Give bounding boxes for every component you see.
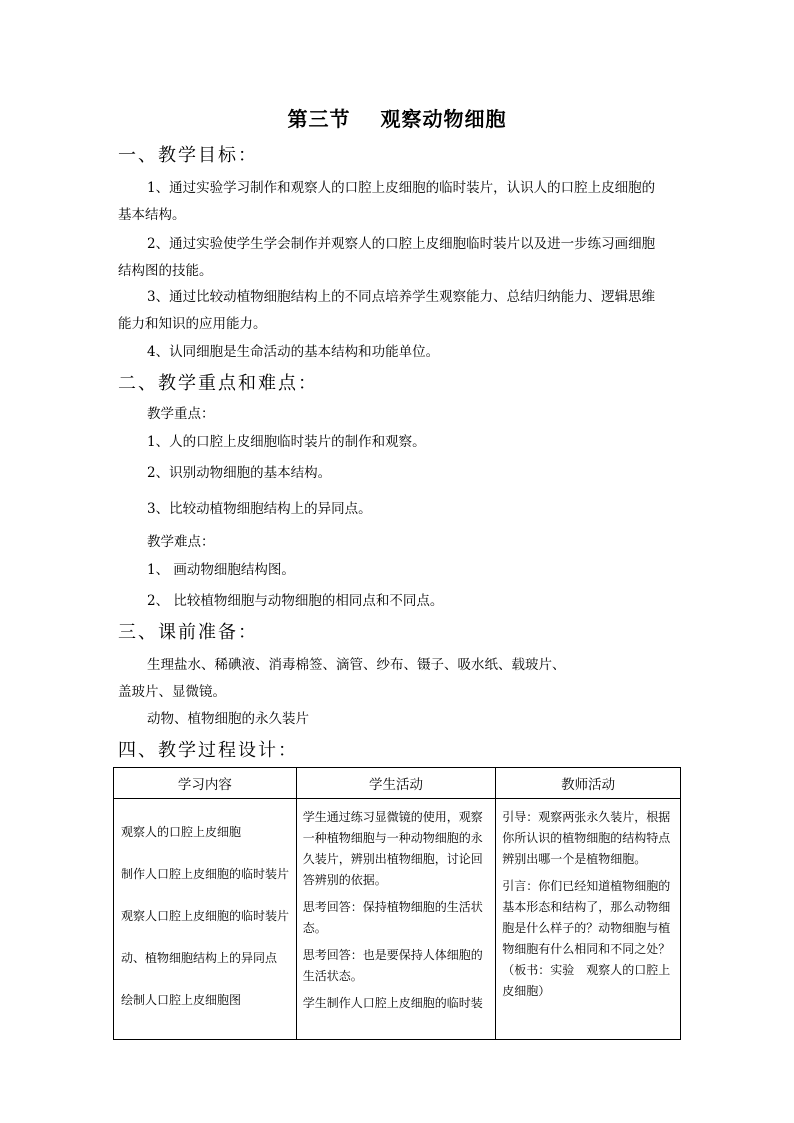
header-content: 学习内容 — [114, 768, 297, 799]
section-heading-objectives: 一、教学目标： — [118, 145, 258, 166]
teacher-activity: 引导：观察两张永久装片，根据你所认识的植物细胞的结构特点辨别出哪一个是植物细胞。 — [502, 810, 671, 866]
student-activity: 思考回答：也是要保持人体细胞的生活状态。 — [302, 948, 483, 983]
section-heading-process: 四、教学过程设计： — [118, 740, 298, 761]
student-activity: 学生通过练习显微镜的使用，观察一种植物细胞与一种动物细胞的永久装片，辨别出植物细胞，讨论回答辨别的依据。 — [302, 810, 483, 887]
objective-3-line2: 能力和知识的应用能力。 — [118, 316, 267, 332]
student-cell — [296, 799, 495, 1040]
table-header-row — [114, 768, 681, 799]
title-section-number: 第三节 — [287, 107, 351, 131]
objective-4: 4、认同细胞是生命活动的基本结构和功能单位。 — [147, 344, 440, 360]
objective-3-line1: 3、通过比较动植物细胞结构上的不同点培养学生观察能力、总结归纳能力、逻辑思维 — [147, 289, 656, 305]
header-student: 学生活动 — [296, 768, 495, 799]
key-points-label: 教学重点： — [147, 406, 215, 422]
content-item: 观察人口腔上皮细胞的临时装片 — [121, 909, 290, 923]
content-item: 动、植物细胞结构上的异同点 — [121, 951, 278, 965]
objective-2-line1: 2、通过实验使学生学会制作并观察人的口腔上皮细胞临时装片以及进一步练习画细胞 — [147, 236, 656, 252]
key-point-2: 2、识别动物细胞的基本结构。 — [147, 465, 332, 481]
student-activity: 思考回答：保持植物细胞的生活状态。 — [302, 900, 483, 935]
materials-line2: 盖玻片、显微镜。 — [118, 684, 226, 700]
content-item: 制作人口腔上皮细胞的临时装片 — [121, 867, 290, 881]
content-item: 绘制人口腔上皮细胞图 — [121, 993, 242, 1007]
teacher-cell — [496, 799, 681, 1040]
materials-line1: 生理盐水、稀碘液、消毒棉签、滴管、纱布、镊子、吸水纸、载玻片、 — [147, 657, 566, 673]
difficulty-label: 教学难点： — [147, 534, 215, 550]
section-heading-preparation: 三、课前准备： — [118, 622, 258, 643]
content-item: 观察人的口腔上皮细胞 — [121, 825, 242, 839]
process-table — [113, 767, 681, 1040]
difficulty-1: 1、 画动物细胞结构图。 — [147, 562, 295, 578]
teacher-activity: 引言：你们已经知道植物细胞的基本形态和结构了，那么动物细胞是什么样子的？动物细胞与植物细胞有什么相同和不同之处？（板书：实验 观察人的口腔上皮细胞） — [502, 879, 671, 998]
table-row — [114, 799, 681, 1040]
key-point-1: 1、人的口腔上皮细胞临时装片的制作和观察。 — [147, 434, 426, 450]
student-activity: 学生制作人口腔上皮细胞的临时装 — [302, 996, 483, 1010]
objective-1-line1: 1、通过实验学习制作和观察人的口腔上皮细胞的临时装片，认识人的口腔上皮细胞的 — [147, 180, 656, 196]
materials-line3: 动物、植物细胞的永久装片 — [147, 711, 309, 727]
objective-2-line2: 结构图的技能。 — [118, 263, 213, 279]
key-point-3: 3、比较动植物细胞结构上的异同点。 — [147, 501, 372, 517]
title-topic: 观察动物细胞 — [380, 107, 507, 131]
header-teacher: 教师活动 — [496, 768, 681, 799]
page-title — [0, 103, 794, 132]
difficulty-2: 2、 比较植物细胞与动物细胞的相同点和不同点。 — [147, 593, 444, 609]
section-heading-key-points: 二、教学重点和难点： — [118, 373, 318, 394]
content-cell — [114, 799, 297, 1040]
objective-1-line2: 基本结构。 — [118, 207, 186, 223]
